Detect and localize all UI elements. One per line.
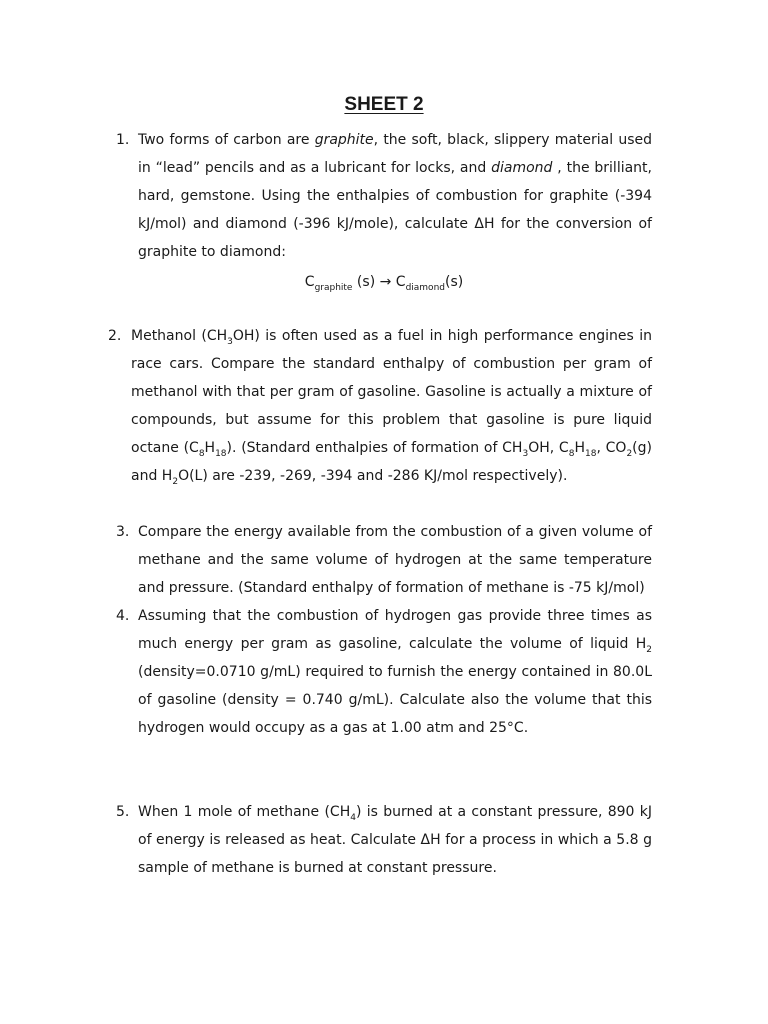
- question-2-number: 2.: [108, 328, 122, 344]
- question-5-number: 5.: [116, 804, 130, 820]
- question-1-equation: $C_{graphite}$ $(s) \to C_{diamond}(s)$: [304, 274, 464, 293]
- question-3-text: Compare the energy available from the combustion of a given volume of methane and the same volume of hydrogen at the same temperature and pressure. (Standard enthalpy of formation of methane is -75 kJ/mol): [138, 524, 652, 596]
- diamond-term: diamond: [491, 160, 553, 176]
- question-1-number: 1.: [116, 132, 130, 148]
- question-4-number: 4.: [116, 608, 130, 624]
- question-5-text: When 1 mole of methane $(CH_4)$ is burned at a constant pressure, 890 kJ of energy is released as heat. Calculate ΔH for a process in which a 5.8 g sample of methane is burned at constant pressure.: [138, 804, 652, 876]
- question-3-number: 3.: [116, 524, 130, 540]
- graphite-term: graphite: [314, 132, 374, 148]
- page-title: SHEET 2: [344, 94, 424, 115]
- question-1-text: Two forms of carbon are graphite, the soft, black, slippery material used in “lead” pencils and as a lubricant for locks, and diamond , the brilliant, hard, gemstone. Using the enthalpies of combustion for graphite (-394 kJ/mol) and diamond (-396 kJ/mole), calculate ΔH for the conversion of graphite to diamond:: [138, 132, 652, 260]
- question-4-text: Assuming that the combustion of hydrogen gas provide three times as much energy per gram as gasoline, calculate the volume of liquid $H_2$ (density=0.0710 g/mL) required to furnish the energy contained in 80.0L of gasoline (density = 0.740 g/mL). Calculate also the volume that this hydrogen would occupy as a gas at 1.00 atm and 25°C.: [138, 608, 652, 736]
- question-2-text: Methanol $(CH_3OH)$ is often used as a fuel in high performance engines in race cars. Compare the standard enthalpy of combustion per gram of methanol with that per gram of gasoline. Gasoline is actually a mixture of compounds, but assume for this problem that gasoline is pure liquid octane $(C_8H_{18})$. (Standard enthalpies of formation of $CH_3OH$, $C_8H_{18}$, $CO_2(g)$ and $H_2O(L)$ are -239, -269, -394 and -286 KJ/mol respectively).: [131, 328, 652, 487]
